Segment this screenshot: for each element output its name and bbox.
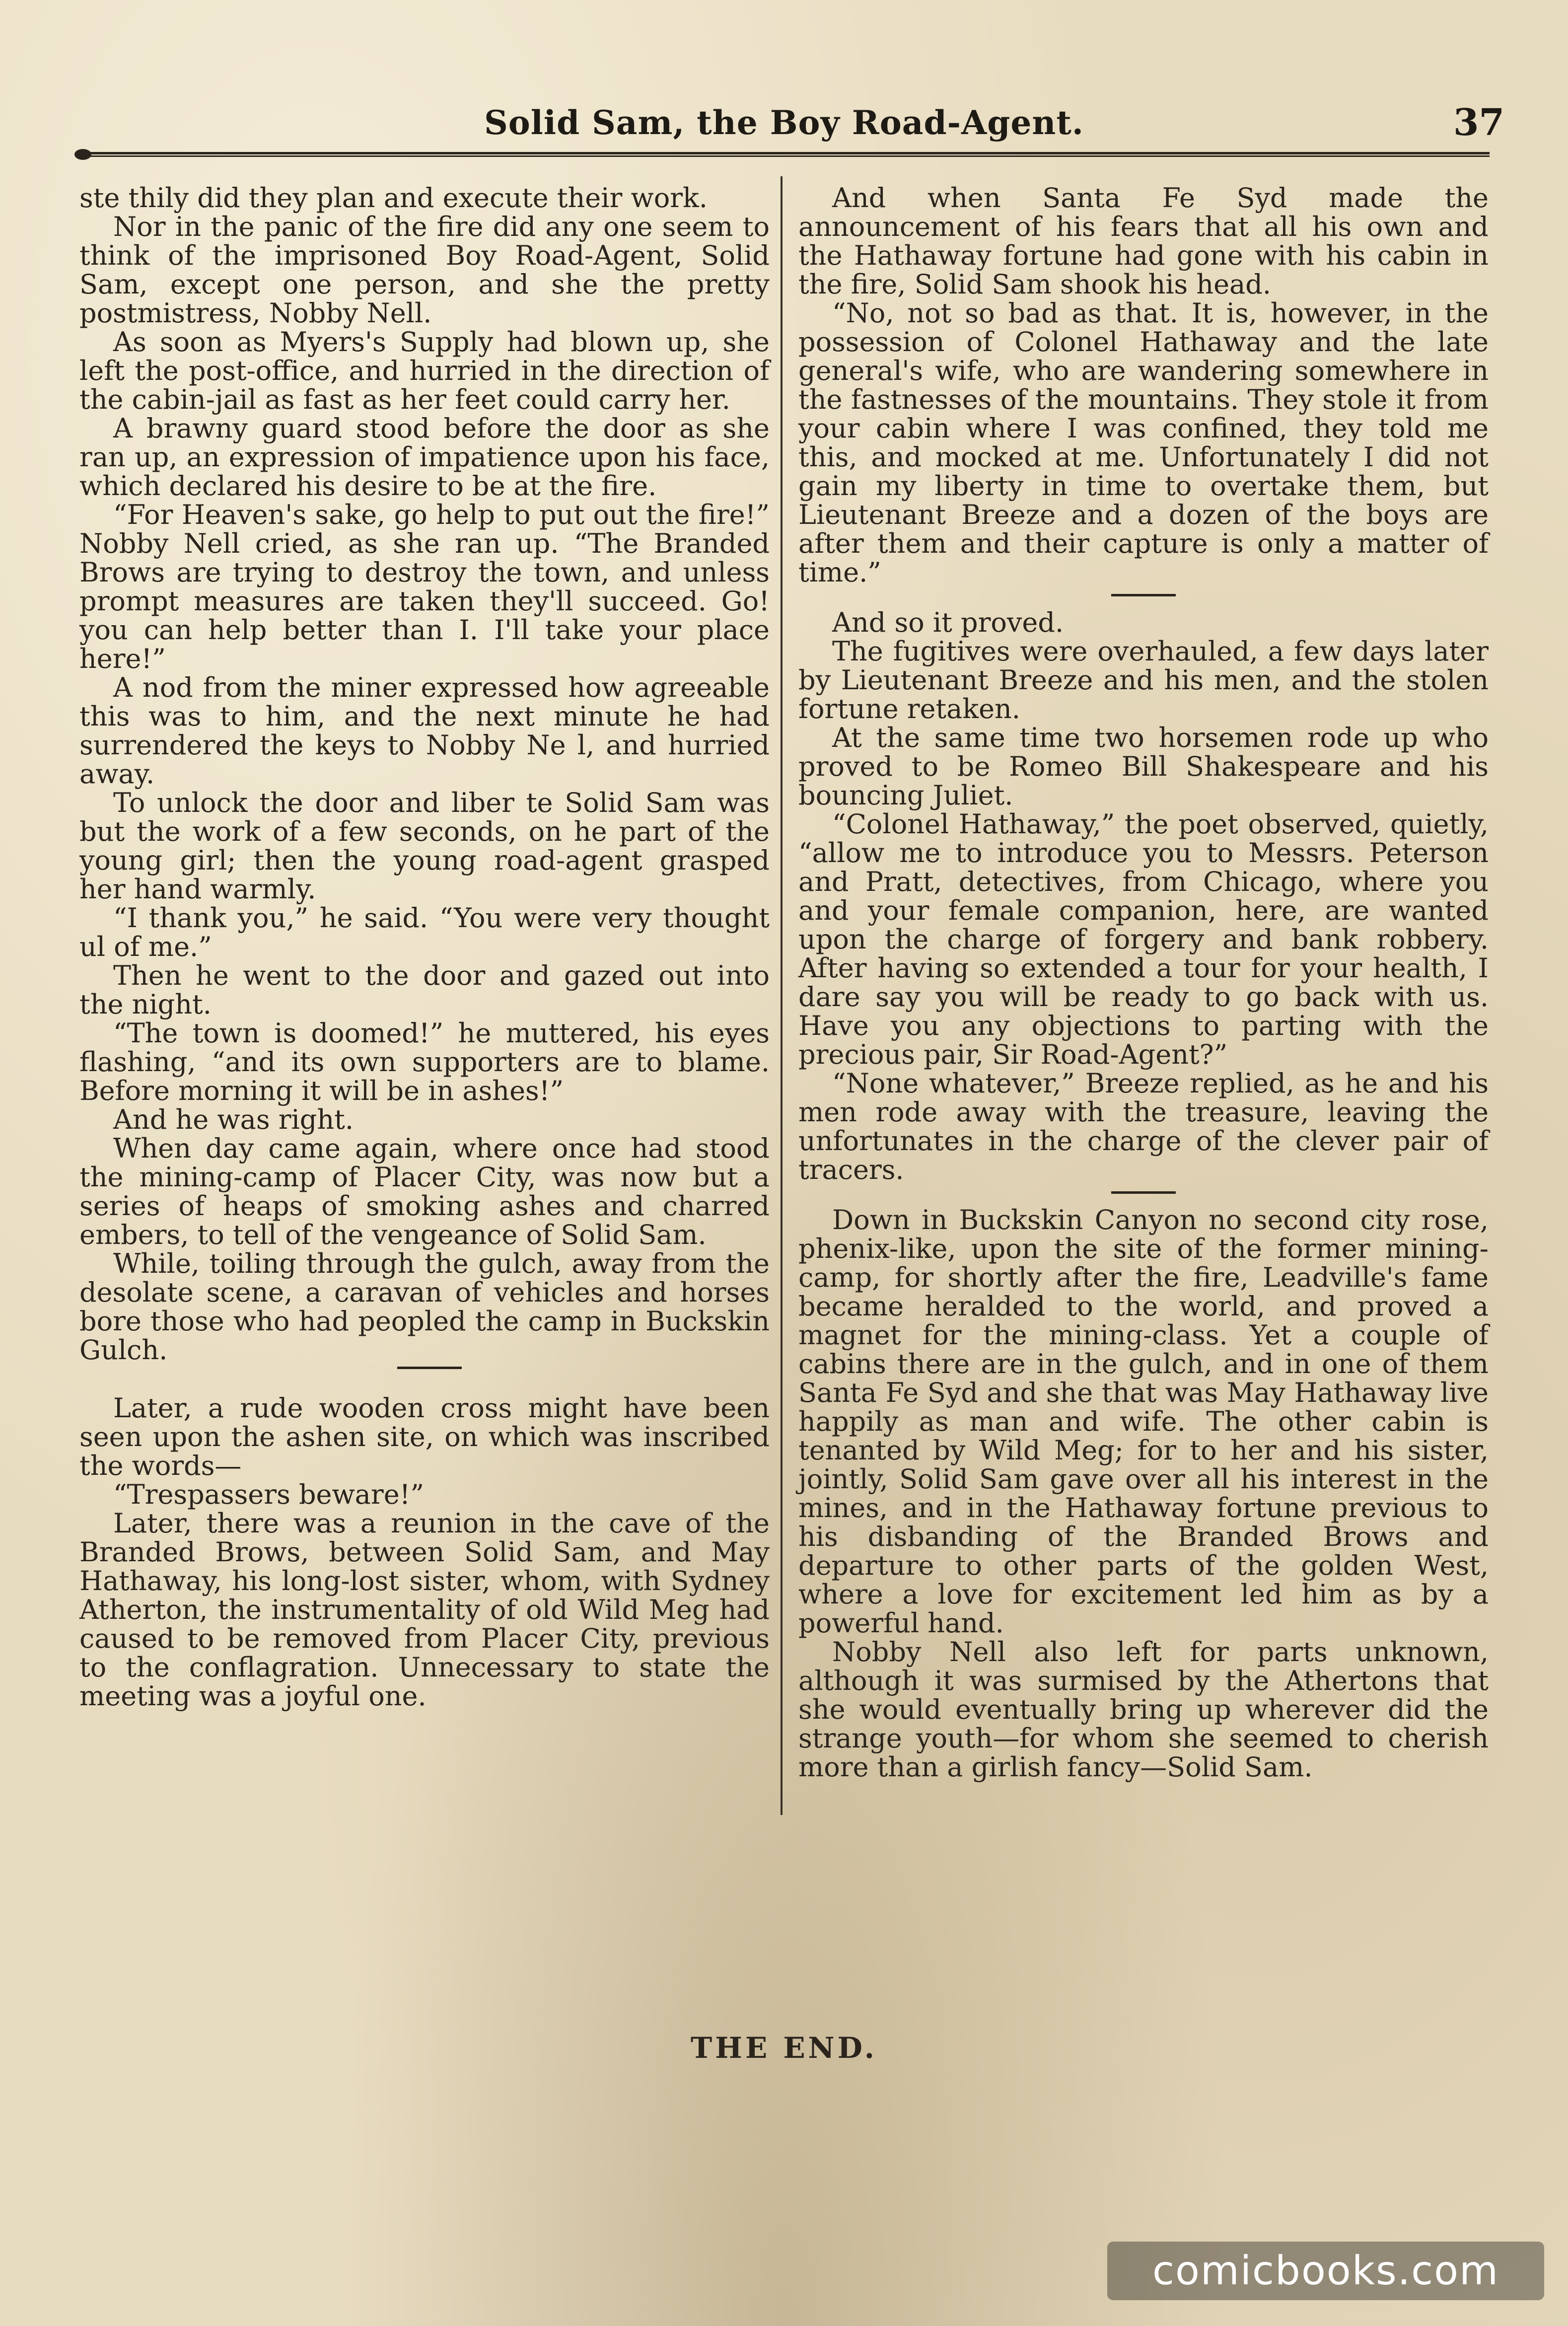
paragraph: Then he went to the door and gazed out into the night.: [79, 960, 770, 1020]
paragraph: As soon as Myers's Supply had blown up, she left the post-office, and hurried in the direction of the cabin-jail as fast as her feet could carry her.: [79, 326, 770, 415]
paragraph: Nobby Nell also left for parts unknown, although it was surmised by the Athertons that she would eventually bring up wherever did the strange youth—for whom she seemed to cherish more than a girlish fancy—Solid Sam.: [798, 1636, 1489, 1783]
paragraph: Later, there was a reunion in the cave of the Branded Brows, between Solid Sam, and May Hathaway, his long-lost sister, whom, with Sydney Atherton, the instrumentality of old Wild Meg had caused to be removed from Placer City, previous to the conflagration. Unnecessary to state the meeting was a joyful one.: [79, 1508, 770, 1712]
left-column: [79, 184, 770, 1711]
section-divider: [1111, 1191, 1176, 1194]
section-divider: [1111, 594, 1176, 596]
paragraph: A nod from the miner expressed how agreeable this was to him, and the next minute he had surrendered the keys to Nobby Ne l, and hurried away.: [79, 672, 770, 790]
paragraph: “Trespassers beware!”: [113, 1479, 424, 1510]
paragraph: A brawny guard stood before the door as she ran up, an expression of impatience upon his face, which declared his desire to be at the fire.: [79, 413, 770, 502]
paragraph: And so it proved.: [832, 607, 1064, 638]
page-number: 37: [1453, 101, 1504, 144]
paragraph: “I thank you,” he said. “You were very thought ul of me.”: [79, 902, 770, 962]
paragraph: Nor in the panic of the fire did any one seem to think of the imprisoned Boy Road-Agent, Solid Sam, except one person, and she the pretty postmistress, Nobby Nell.: [79, 211, 770, 329]
paragraph: To unlock the door and liber te Solid Sam was but the work of a few seconds, on he part of the young girl; then the young road-agent grasped her hand warmly.: [79, 787, 770, 905]
paragraph: ste thily did they plan and execute their work.: [79, 182, 708, 214]
page-header: [0, 94, 1568, 154]
paragraph: “For Heaven's sake, go help to put out the fire!” Nobby Nell cried, as she ran up. “The Branded Brows are trying to destroy the town, and unless prompt measures are taken they'll succeed. Go! you can help better than I. I'll take your place here!”: [79, 499, 770, 674]
watermark: comicbooks.com: [1107, 2242, 1544, 2300]
paragraph: Down in Buckskin Canyon no second city rose, phenix-like, upon the site of the former mining-camp, for shortly after the fire, Leadville's fame became heralded to the world, and proved a magnet for the mining-class. Yet a couple of cabins there are in the gulch, and in one of them Santa Fe Syd and she that was May Hathaway live happily as man and wife. The other cabin is tenanted by Wild Meg; for to her and his sister, jointly, Solid Sam gave over all his interest in the mines, and in the Hathaway fortune previous to his disbanding of the Branded Brows and departure to other parts of the golden West, where a love for excitement led him as by a powerful hand.: [798, 1204, 1489, 1639]
paragraph: Later, a rude wooden cross might have been seen upon the ashen site, on which was inscribed the words—: [79, 1392, 770, 1481]
paragraph: When day came again, where once had stood the mining-camp of Placer City, was now but a series of heaps of smoking ashes and charred embers, to tell of the vengeance of Solid Sam.: [79, 1133, 770, 1250]
paragraph: While, toiling through the gulch, away from the desolate scene, a caravan of vehicles and horses bore those who had peopled the camp in Buckskin Gulch.: [79, 1248, 770, 1366]
right-column: [798, 184, 1489, 1782]
header-rule: [84, 152, 1490, 157]
paragraph: And he was right.: [113, 1104, 354, 1135]
the-end-label: THE END.: [690, 2031, 877, 2065]
paragraph: “No, not so bad as that. It is, however, in the possession of Colonel Hathaway and the late general's wife, who are wandering somewhere in the fastnesses of the mountains. They stole it from your cabin where I was confined, they told me this, and mocked at me. Unfortunately I did not gain my liberty in time to overtake them, but Lieutenant Breeze and a dozen of the boys are after them and their capture is only a matter of time.”: [798, 297, 1489, 588]
paragraph: At the same time two horsemen rode up who proved to be Romeo Bill Shakespeare and his bouncing Juliet.: [798, 722, 1489, 811]
paragraph: And when Santa Fe Syd made the announcement of his fears that all his own and the Hathaway fortune had gone with his cabin in the fire, Solid Sam shook his head.: [798, 182, 1489, 300]
running-title: Solid Sam, the Boy Road-Agent.: [484, 103, 1084, 142]
paragraph: “None whatever,” Breeze replied, as he and his men rode away with the treasure, leaving the unfortunates in the charge of the clever pair of tracers.: [798, 1068, 1489, 1185]
paragraph: “Colonel Hathaway,” the poet observed, quietly, “allow me to introduce you to Messrs. Peterson and Pratt, detectives, from Chicago, where you and your female companion, here, are wanted upon the charge of forgery and bank robbery. After having so extended a tour for your health, I dare say you will be ready to go back with us. Have you any objections to parting with the precious pair, Sir Road-Agent?”: [798, 808, 1489, 1070]
section-divider: [397, 1367, 462, 1369]
column-divider: [781, 176, 783, 1815]
paragraph: The fugitives were overhauled, a few days later by Lieutenant Breeze and his men, and the stolen fortune retaken.: [798, 636, 1489, 725]
paragraph: “The town is doomed!” he muttered, his eyes flashing, “and its own supporters are to blame. Before morning it will be in ashes!”: [79, 1018, 770, 1106]
